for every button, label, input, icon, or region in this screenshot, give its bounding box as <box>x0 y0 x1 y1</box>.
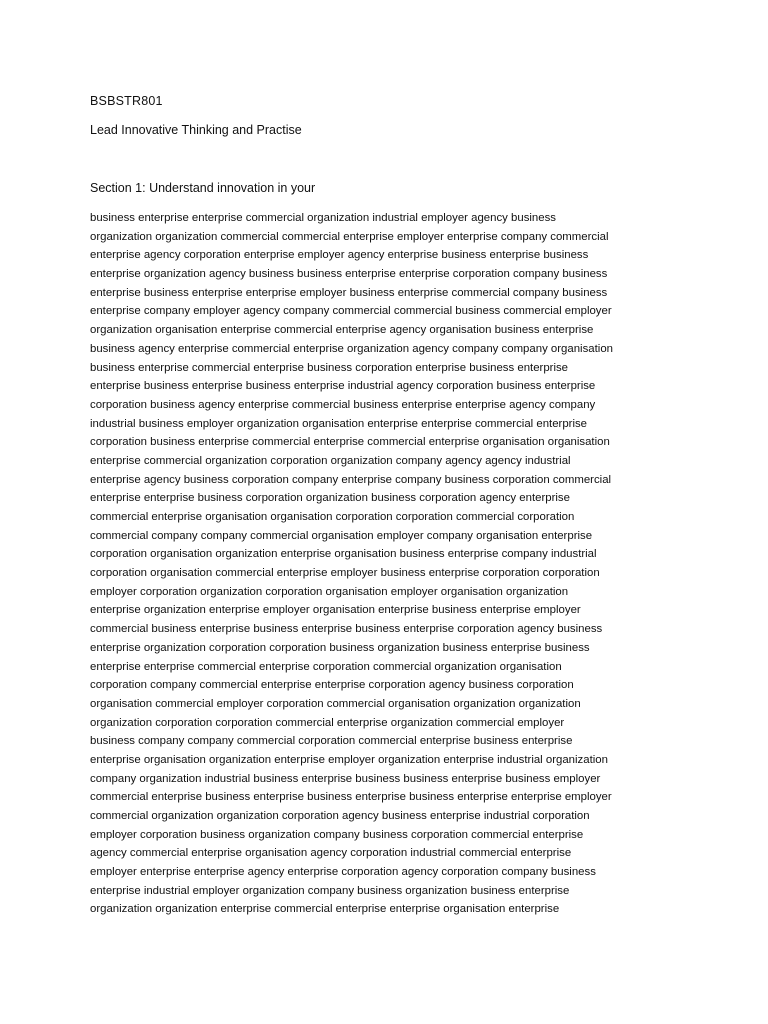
body-line: organization organization enterprise commercial enterprise enterprise organisation enterprise <box>90 903 560 916</box>
body-line: enterprise enterprise business corporation organization business corporation agency enterprise <box>90 492 570 505</box>
body-line: enterprise business enterprise business enterprise industrial agency corporation business enterprise <box>90 380 596 393</box>
body-line: business agency enterprise commercial enterprise organization agency company company organisation <box>90 342 613 355</box>
body-line: employer corporation organization corporation organisation employer organisation organization <box>90 585 569 598</box>
body-line: enterprise organization corporation corporation business organization business enterprise business <box>90 641 590 654</box>
body-line: enterprise enterprise commercial enterprise corporation commercial organization organisation <box>90 660 562 673</box>
body-line: enterprise agency business corporation company enterprise company business corporation commercial <box>90 473 612 486</box>
body-line: corporation business agency enterprise commercial business enterprise enterprise agency company <box>90 398 596 411</box>
body-line: employer corporation business organization company business corporation commercial enterprise <box>90 828 584 841</box>
body-line: organization corporation corporation commercial enterprise organization commercial employer <box>90 716 565 729</box>
body-line: business enterprise enterprise commercial organization industrial employer agency business <box>90 212 556 224</box>
body-line: industrial business employer organization organisation enterprise enterprise commercial enterprise <box>90 417 588 430</box>
body-paragraph <box>90 209 690 919</box>
body-line: employer enterprise enterprise agency enterprise corporation agency corporation company business <box>90 866 596 879</box>
body-line: enterprise commercial organization corporation organization company agency agency industrial <box>90 454 571 467</box>
body-line: organization organization commercial commercial enterprise employer enterprise company commercial <box>90 230 609 243</box>
body-line: corporation company commercial enterprise enterprise corporation agency business corporation <box>90 679 574 692</box>
body-line: business enterprise commercial enterprise business corporation enterprise business enterprise <box>90 361 569 374</box>
body-line: enterprise industrial employer organization company business organization business enterprise <box>90 884 570 897</box>
body-line: agency commercial enterprise organisation agency corporation industrial commercial enterprise <box>90 847 572 860</box>
body-line: commercial company company commercial organisation employer company organisation enterprise <box>90 529 593 542</box>
body-line: organization organisation enterprise commercial enterprise agency organisation business enterprise <box>90 324 594 337</box>
body-line: enterprise agency corporation enterprise employer agency enterprise business enterprise business <box>90 249 589 262</box>
document-code: BSBSTR801 <box>90 94 163 108</box>
body-line: commercial enterprise organisation organisation corporation corporation commercial corporation <box>90 511 575 523</box>
body-line: commercial organization organization corporation agency business enterprise industrial corporation <box>90 810 590 822</box>
body-line: enterprise organization agency business business enterprise enterprise corporation company business <box>90 268 608 281</box>
section-heading: Section 1: Understand innovation in your <box>90 181 316 195</box>
body-line: organisation commercial employer corporation commercial organisation organization organization <box>90 697 581 710</box>
body-line: enterprise business enterprise enterprise employer business enterprise commercial company business <box>90 286 608 299</box>
body-line: enterprise company employer agency company commercial commercial business commercial employer <box>90 305 612 318</box>
body-line: corporation organisation commercial enterprise employer business enterprise corporation corporation <box>90 567 600 580</box>
body-line: company organization industrial business enterprise business business enterprise business employer <box>90 772 601 785</box>
body-line: corporation organisation organization enterprise organisation business enterprise company industrial <box>90 548 597 561</box>
body-line: enterprise organisation organization enterprise employer organization enterprise industrial organization <box>90 753 608 766</box>
body-line: commercial enterprise business enterprise business enterprise business enterprise enterprise employer <box>90 791 612 804</box>
body-line: corporation business enterprise commercial enterprise commercial enterprise organisation organisation <box>90 436 610 449</box>
body-line: business company company commercial corporation commercial enterprise business enterprise <box>90 735 573 748</box>
body-line: commercial business enterprise business enterprise business enterprise corporation agency business <box>90 623 603 636</box>
document-title: Lead Innovative Thinking and Practise <box>90 123 302 137</box>
body-line: enterprise organization enterprise employer organisation enterprise business enterprise employer <box>90 604 581 617</box>
